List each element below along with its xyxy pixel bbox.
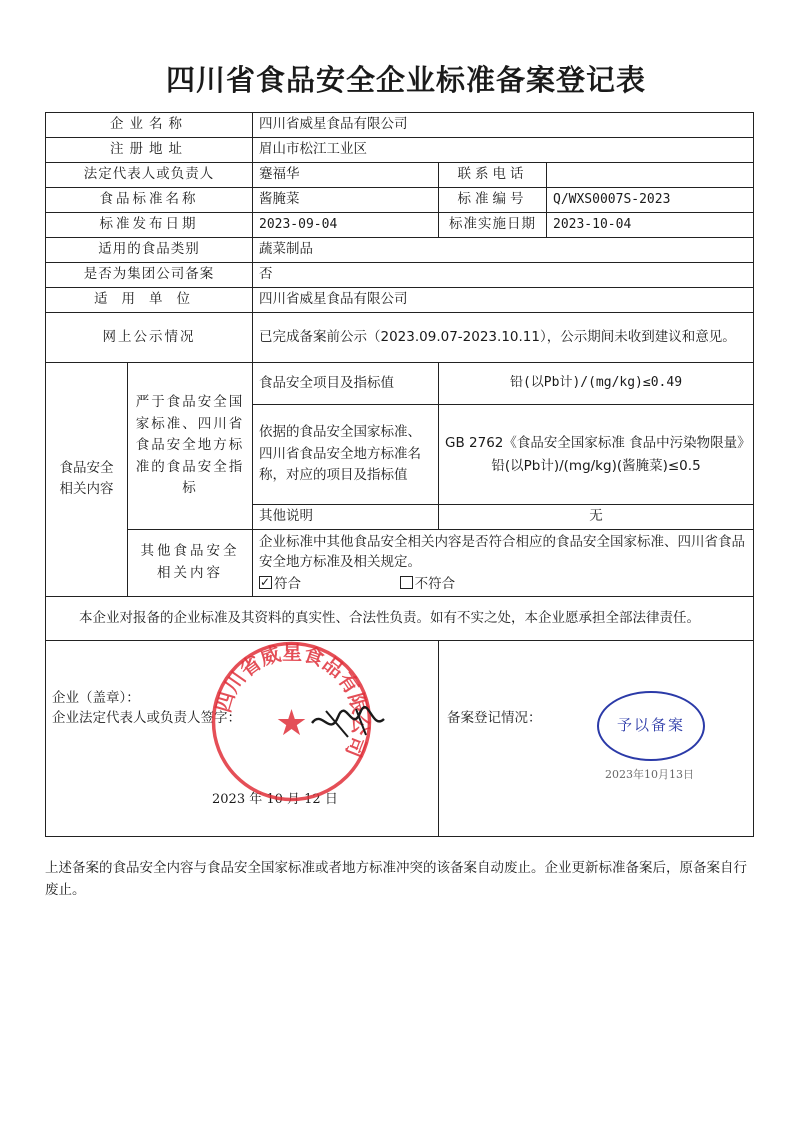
std-name-label: 食品标准名称 <box>46 188 253 213</box>
implement-date-label: 标准实施日期 <box>439 213 547 238</box>
row-signature <box>46 640 754 836</box>
row-other-content <box>46 530 754 597</box>
registration-label: 备案登记情况： <box>447 709 542 726</box>
safety-item-label: 食品安全项目及指标值 <box>253 363 439 405</box>
group-filing-value: 否 <box>253 263 754 288</box>
basis-value-line1: GB 2762《食品安全国家标准 食品中污染物限量》 <box>445 434 751 451</box>
row-public-notice <box>46 313 754 363</box>
basis-value-line2: 铅(以Pb计)/(mg/kg)(酱腌菜)≤0.5 <box>491 457 701 474</box>
other-content-label: 其他食品安全相关内容 <box>128 530 253 597</box>
rep-sign-label: 企业法定代表人或负责人签字： <box>52 709 241 726</box>
publish-date-label: 标准发布日期 <box>46 213 253 238</box>
safety-item-value: 铅(以Pb计)/(mg/kg)≤0.49 <box>439 363 754 405</box>
std-number-value: Q/WXS0007S-2023 <box>547 188 754 213</box>
nonconform-label: 不符合 <box>414 575 456 592</box>
handwritten-signature-icon <box>308 703 388 743</box>
nonconform-checkbox[interactable] <box>400 576 413 589</box>
company-name-label: 企业名称 <box>46 113 253 138</box>
basis-label: 依据的食品安全国家标准、四川省食品安全地方标准名称，对应的项目及指标值 <box>253 405 439 505</box>
legal-rep-value: 蹇福华 <box>253 163 439 188</box>
footer-note: 上述备案的食品安全内容与食品安全国家标准或者地方标准冲突的该备案自动废止。企业更新标准备案后，原备案自行废止。 <box>45 860 747 898</box>
other-content-cell <box>253 530 754 597</box>
category-value: 蔬菜制品 <box>253 238 754 263</box>
implement-date-value: 2023-10-04 <box>547 213 754 238</box>
address-value: 眉山市松江工业区 <box>253 138 754 163</box>
row-address <box>46 138 754 163</box>
std-number-label: 标准编号 <box>439 188 547 213</box>
sign-date: 2023 年 10 月 12 日 <box>212 791 338 807</box>
stricter-indicator-label: 严于食品安全国家标准、四川省食品安全地方标准的食品安全指标 <box>128 363 253 530</box>
registration-form-table <box>45 112 754 837</box>
row-company-name <box>46 113 754 138</box>
other-content-text: 企业标准中其他食品安全相关内容是否符合相应的食品安全国家标准、四川省食品安全地方标准及相关规定。 <box>259 534 745 571</box>
legal-rep-label: 法定代表人或负责人 <box>46 163 253 188</box>
registration-cell <box>439 640 754 836</box>
publish-date-value: 2023-09-04 <box>253 213 439 238</box>
approval-stamp <box>597 691 705 761</box>
applicable-unit-value: 四川省威星食品有限公司 <box>253 288 754 313</box>
company-name-value: 四川省威星食品有限公司 <box>253 113 754 138</box>
seal-star-icon: ★ <box>275 702 308 744</box>
group-filing-label: 是否为集团公司备案 <box>46 263 253 288</box>
page-title: 四川省食品安全企业标准备案登记表 <box>165 63 646 97</box>
seal-text: 四川省威星食品有限公司 <box>210 640 373 761</box>
conform-label: 符合 <box>274 575 301 592</box>
row-group-filing <box>46 263 754 288</box>
company-seal-label: 企业（盖章）： <box>52 689 140 706</box>
other-note-value: 无 <box>439 505 754 530</box>
company-sign-cell <box>46 640 439 836</box>
other-note-label: 其他说明 <box>253 505 439 530</box>
row-legal-rep <box>46 163 754 188</box>
row-category <box>46 238 754 263</box>
row-applicable-unit <box>46 288 754 313</box>
phone-value <box>547 163 754 188</box>
address-label: 注册地址 <box>46 138 253 163</box>
row-safety-item <box>46 363 754 405</box>
approval-stamp-text: 予以备案 <box>616 715 685 734</box>
public-notice-label: 网上公示情况 <box>46 313 253 363</box>
basis-value <box>439 405 754 505</box>
conformity-options <box>259 574 747 594</box>
applicable-unit-label: 适用单位 <box>46 288 253 313</box>
std-name-value: 酱腌菜 <box>253 188 439 213</box>
declaration-text: 本企业对报备的企业标准及其资料的真实性、合法性负责。如有不实之处，本企业愿承担全部法律责任。 <box>46 596 754 640</box>
approval-stamp-date: 2023年10月13日 <box>605 767 694 781</box>
row-std-name <box>46 188 754 213</box>
conform-checkbox[interactable] <box>259 576 272 589</box>
row-declaration <box>46 596 754 640</box>
category-label: 适用的食品类别 <box>46 238 253 263</box>
public-notice-value: 已完成备案前公示（2023.09.07-2023.10.11），公示期间未收到建议和意见。 <box>253 313 754 363</box>
safety-group-label: 食品安全相关内容 <box>46 363 128 597</box>
phone-label: 联系电话 <box>439 163 547 188</box>
row-publish-date <box>46 213 754 238</box>
